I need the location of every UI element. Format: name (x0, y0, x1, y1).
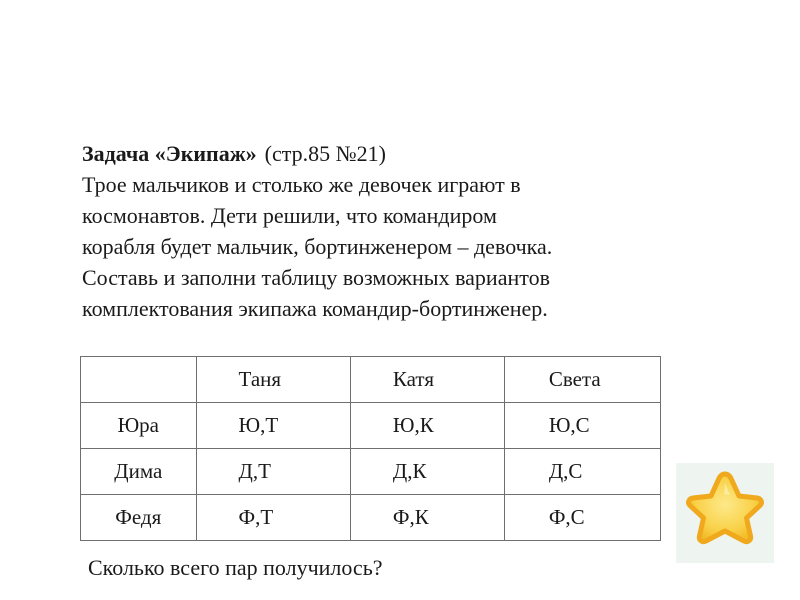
problem-heading (82, 138, 658, 169)
column-header-sveta: Света (504, 357, 660, 403)
problem-title: Задача «Экипаж» (82, 141, 257, 166)
table-row (81, 495, 661, 541)
table-cell: Ф,С (504, 495, 660, 541)
problem-line: космонавтов. Дети решили, что командиром (82, 203, 497, 228)
column-header-tanya: Таня (196, 357, 350, 403)
table-cell: Ф,Т (196, 495, 350, 541)
row-header-fedya: Федя (81, 495, 197, 541)
problem-line: Трое мальчиков и столько же девочек играют в (82, 172, 521, 197)
table-cell: Ю,К (350, 403, 504, 449)
question-text: Сколько всего пар получилось? (88, 555, 383, 580)
table-cell: Д,С (504, 449, 660, 495)
row-header-dima: Дима (81, 449, 197, 495)
table-cell: Ю,С (504, 403, 660, 449)
row-header-yura: Юра (81, 403, 197, 449)
column-header-katya: Катя (350, 357, 504, 403)
table-cell: Ф,К (350, 495, 504, 541)
table-cell: Д,Т (196, 449, 350, 495)
table-cell: Ю,Т (196, 403, 350, 449)
table-row (81, 449, 661, 495)
star-icon (676, 463, 774, 563)
problem-reference: (стр.85 №21) (264, 141, 386, 166)
problem-line: Составь и заполни таблицу возможных вариантов (82, 265, 550, 290)
table-corner-cell (81, 357, 197, 403)
table-header-row (81, 357, 661, 403)
crew-table (80, 356, 661, 541)
star-button[interactable] (676, 463, 774, 563)
problem-line: корабля будет мальчик, бортинженером – девочка. (82, 234, 553, 259)
problem-line: комплектования экипажа командир-бортинженер. (82, 296, 548, 321)
table-cell: Д,К (350, 449, 504, 495)
problem-statement (82, 138, 658, 324)
table-row (81, 403, 661, 449)
